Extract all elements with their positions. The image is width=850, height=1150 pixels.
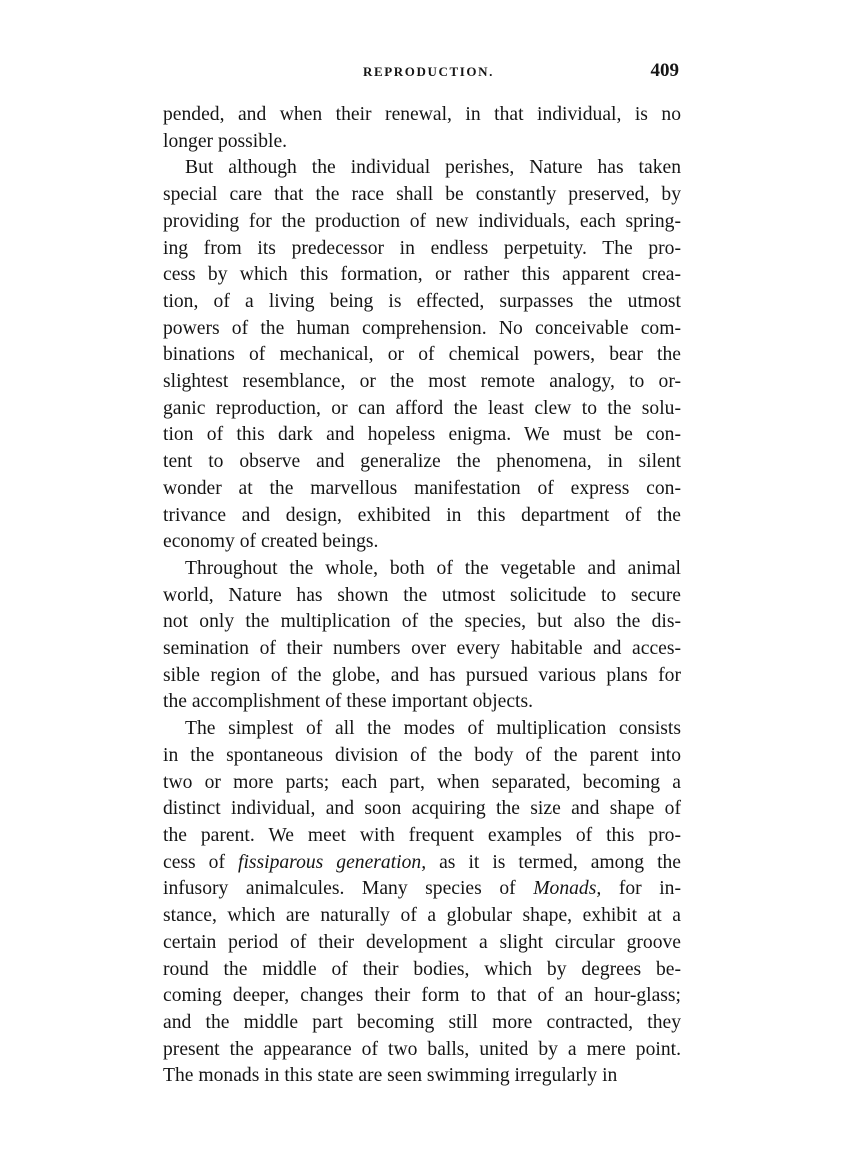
- text-line: not only the multiplication of the species, but also the dis-: [163, 611, 681, 633]
- text-line: trivance and design, exhibited in this department of the: [163, 504, 681, 526]
- text-line: powers of the human comprehension. No conceivable com-: [163, 317, 681, 339]
- text-line: Throughout the whole, both of the vegetable and animal: [185, 557, 681, 579]
- text-line: cess by which this formation, or rather this apparent crea-: [163, 264, 681, 286]
- text-line: coming deeper, changes their form to that of an hour-glass;: [163, 985, 681, 1007]
- paragraph: [163, 556, 681, 716]
- text-line: tion of this dark and hopeless enigma. We must be con-: [163, 424, 681, 446]
- text-line: distinct individual, and soon acquiring the size and shape of: [163, 798, 681, 820]
- text-line: wonder at the marvellous manifestation of express con-: [163, 477, 681, 499]
- body-text: [163, 102, 681, 1090]
- page-number: 409: [650, 60, 679, 81]
- text-line: longer possible.: [163, 130, 288, 152]
- italic-term: Monads,: [533, 878, 602, 900]
- text-line: round the middle of their bodies, which by degrees be-: [163, 958, 681, 980]
- text-line: cess of fissiparous generation, as it is termed, among the: [163, 851, 682, 873]
- text-line: semination of their numbers over every habitable and acces-: [163, 638, 681, 660]
- running-title: REPRODUCTION.: [363, 64, 494, 79]
- text-line: binations of mechanical, or of chemical powers, bear the: [163, 344, 681, 366]
- text-line: in the spontaneous division of the body of the parent into: [163, 744, 681, 766]
- text-line: ganic reproduction, or can afford the least clew to the solu-: [163, 397, 681, 419]
- text-line: The monads in this state are seen swimming irregularly in: [163, 1065, 618, 1087]
- text-line: tion, of a living being is effected, surpasses the utmost: [163, 290, 681, 312]
- text-line: the accomplishment of these important objects.: [163, 691, 534, 713]
- text-line: pended, and when their renewal, in that individual, is no: [163, 104, 681, 125]
- paragraph: [163, 155, 681, 556]
- text-line: ing from its predecessor in endless perpetuity. The pro-: [163, 237, 681, 259]
- text-line: special care that the race shall be constantly preserved, by: [163, 184, 681, 206]
- text-line: the parent. We meet with frequent examples of this pro-: [163, 824, 681, 846]
- text-line: stance, which are naturally of a globular shape, exhibit at a: [163, 905, 681, 927]
- text-line: sible region of the globe, and has pursued various plans for: [163, 664, 681, 686]
- book-page: [163, 58, 681, 1090]
- paragraph: [163, 102, 681, 155]
- text-line: and the middle part becoming still more contracted, they: [163, 1011, 681, 1033]
- text-line: slightest resemblance, or the most remote analogy, to or-: [163, 371, 681, 393]
- text-line: present the appearance of two balls, united by a mere point.: [163, 1038, 681, 1060]
- text-line: certain period of their development a slight circular groove: [163, 931, 681, 953]
- paragraph: [163, 716, 681, 1090]
- text-line: The simplest of all the modes of multiplication consists: [185, 718, 681, 740]
- text-line: But although the individual perishes, Nature has taken: [185, 157, 681, 179]
- italic-term: fissiparous generation,: [238, 851, 427, 873]
- text-line: economy of created beings.: [163, 531, 379, 553]
- text-line: world, Nature has shown the utmost solicitude to secure: [163, 584, 681, 606]
- running-head: [163, 58, 681, 88]
- text-line: infusory animalcules. Many species of Monads, for in-: [163, 878, 682, 900]
- text-line: providing for the production of new individuals, each spring-: [163, 210, 681, 232]
- text-line: tent to observe and generalize the phenomena, in silent: [163, 451, 681, 473]
- text-line: two or more parts; each part, when separated, becoming a: [163, 771, 681, 793]
